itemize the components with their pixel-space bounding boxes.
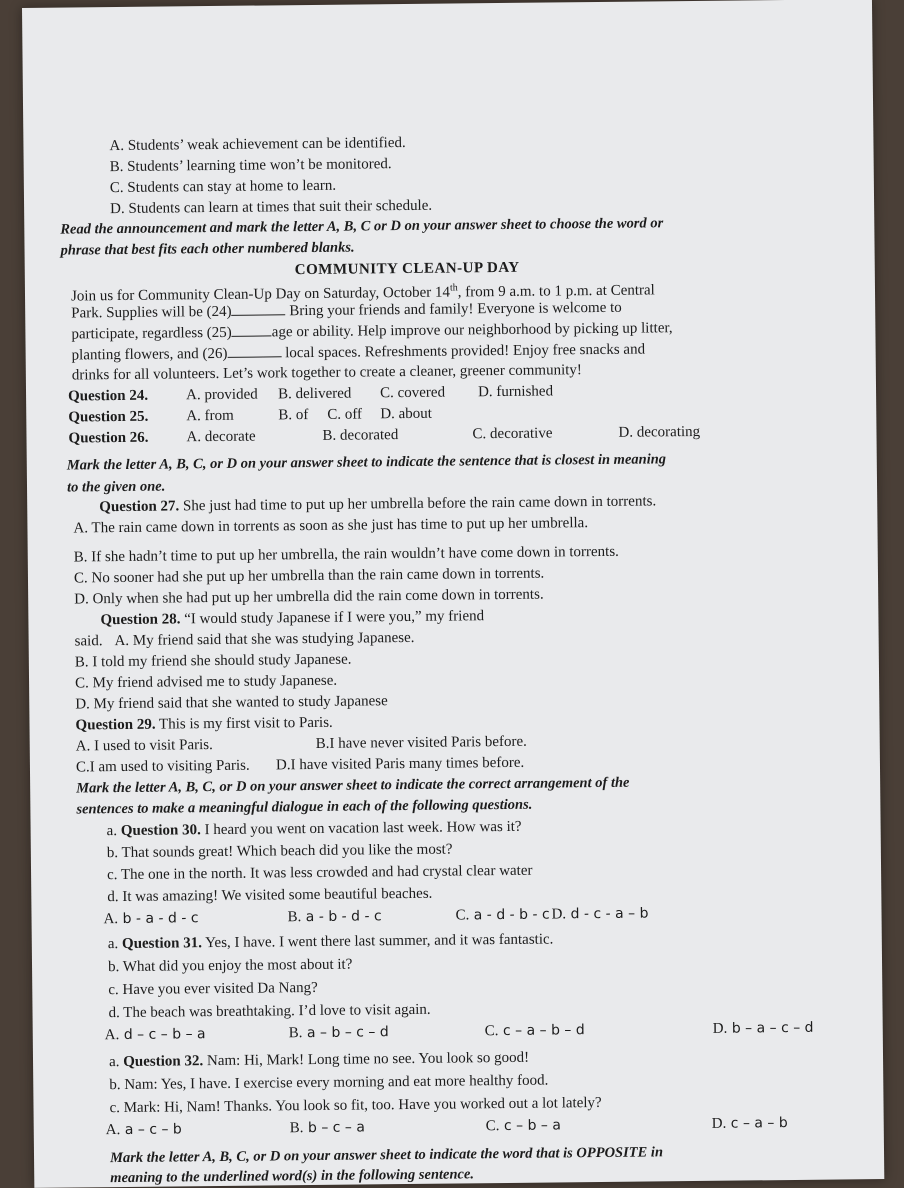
q29-options-ab: A. I used to visit Paris. B.I have never visited Paris before. (75, 733, 527, 755)
question-26: Question 26. A. decorate B. decorated C. decorative D. decorating (68, 423, 701, 447)
blank-26 (227, 344, 281, 358)
q30-line-c: c. The one in the north. It was less crowded and had crystal clear water (107, 862, 533, 884)
q32-options: A. a – c – b B. b – c – a C. c – b – a D. c – a – b (105, 1115, 788, 1139)
announcement-line-5: drinks for all volunteers. Let’s work together to create a cleaner, greener community! (71, 362, 582, 384)
q27-option-b: B. If she hadn’t time to put up her umbrella, the rain wouldn’t have come down in torrents. (73, 543, 619, 566)
q31-line-d: d. The beach was breathtaking. I’d love to visit again. (108, 1001, 431, 1022)
instruction-meaning: Mark the letter A, B, C, or D on your answer sheet to indicate the sentence that is closest in meaning (66, 451, 667, 474)
q32-line-a: a. Question 32. Nam: Hi, Mark! Long time no see. You look so good! (108, 1049, 530, 1071)
q31-line-a: a. Question 31. Yes, I have. I went there last summer, and it was fantastic. (107, 931, 554, 953)
instruction-meaning-cont: to the given one. (66, 478, 166, 496)
q32-line-c: c. Mark: Hi, Nam! Thanks. You look so fit, too. Have you worked out a lot lately? (109, 1094, 602, 1117)
instruction-cloze: Read the announcement and mark the letter A, B, C or D on your answer sheet to choose the word or (60, 215, 664, 238)
q31-line-c: c. Have you ever visited Da Nang? (108, 979, 318, 999)
q27-option-a: A. The rain came down in torrents as soon as she just has time to put up her umbrella. (73, 515, 589, 537)
question-24: Question 24. A. provided B. delivered C. covered D. furnished (67, 383, 554, 405)
instruction-opposite: Mark the letter A, B, C, or D on your answer sheet to indicate the word that is OPPOSITE in (109, 1144, 664, 1167)
question-27-stem: Question 27. She just had time to put up her umbrella before the rain came down in torrents. (99, 493, 657, 516)
prev-option-b: B. Students’ learning time won’t be monitored. (109, 156, 392, 176)
q28-option-b: B. I told my friend she should study Japanese. (74, 651, 352, 671)
announcement-line-1: Join us for Community Clean-Up Day on Saturday, October 14th, from 9 a.m. to 1 p.m. at Central (70, 282, 655, 305)
announcement-line-2: Park. Supplies will be (24) Bring your friends and family! Everyone is welcome to (71, 299, 622, 322)
q27-option-d: D. Only when she had put up her umbrella did the rain come down in torrents. (74, 586, 544, 608)
instruction-cloze-cont: phrase that best fits each other numbered blanks. (60, 239, 355, 259)
blank-24 (232, 302, 286, 316)
q32-line-b: b. Nam: Yes, I have. I exercise every morning and eat more healthy food. (109, 1072, 549, 1094)
q30-line-a: a. Question 30. I heard you went on vacation last week. How was it? (106, 818, 522, 840)
q31-options: A. d – c – b – a B. a – b – c – d C. c – a – b – d D. b – a – c – d (104, 1019, 814, 1044)
announcement-line-4: planting flowers, and (26) local spaces. Refreshments provided! Enjoy free snacks and (71, 341, 646, 364)
prev-option-a: A. Students’ weak achievement can be identified. (109, 134, 406, 155)
exam-page (22, 0, 884, 1188)
prev-option-d: D. Students can learn at times that suit their schedule. (110, 197, 433, 218)
q30-options: A. b - a - d - c B. a - b - d - c C. a - d - b - c D. d - c - a – b (103, 905, 649, 928)
blank-25 (232, 323, 272, 336)
q28-option-d: D. My friend said that she wanted to study Japanese (75, 693, 388, 713)
q31-line-b: b. What did you enjoy the most about it? (107, 956, 353, 976)
instruction-arrange-cont: sentences to make a meaningful dialogue in each of the following questions. (76, 796, 533, 818)
announcement-title: COMMUNITY CLEAN-UP DAY (294, 259, 520, 279)
question-29-stem: Question 29. This is my first visit to Paris. (75, 714, 333, 734)
question-25: Question 25. A. from B. of C. off D. about (68, 405, 433, 426)
instruction-opposite-cont: meaning to the underlined word(s) in the following sentence. (110, 1166, 475, 1187)
q30-line-b: b. That sounds great! Which beach did you like the most? (106, 841, 453, 862)
announcement-line-3: participate, regardless (25) age or ability. Help improve our neighborhood by picking up litter, (71, 320, 673, 343)
q27-option-c: C. No sooner had she put up her umbrella than the rain came down in torrents. (73, 565, 545, 587)
prev-option-c: C. Students can stay at home to learn. (109, 177, 337, 197)
instruction-arrange: Mark the letter A, B, C, or D on your answer sheet to indicate the correct arrangement of the (76, 774, 630, 797)
q28-stem-cont: said. A. My friend said that she was studying Japanese. (74, 629, 415, 650)
q30-line-d: d. It was amazing! We visited some beautiful beaches. (107, 885, 433, 906)
question-28-stem: Question 28. “I would study Japanese if I were you,” my friend (100, 608, 485, 629)
q28-option-c: C. My friend advised me to study Japanese. (74, 672, 338, 692)
q29-options-cd: C.I am used to visiting Paris. D.I have visited Paris many times before. (75, 754, 525, 776)
